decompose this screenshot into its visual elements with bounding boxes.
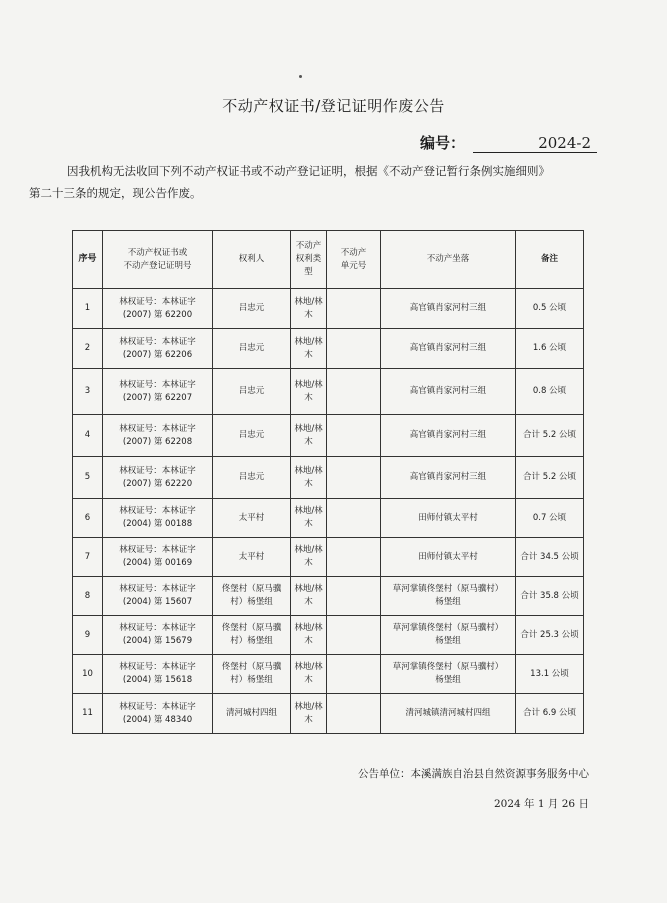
- table-header: [73, 231, 584, 289]
- header-certificate-line2: 不动产登记证明号: [123, 260, 192, 271]
- cell-remark-line1: 合计 35.8 公顷: [520, 590, 579, 601]
- cell-remark: [516, 289, 584, 329]
- cell-certificate-line2: (2007) 第 62220: [122, 478, 193, 489]
- cell-seq-line1: 7: [84, 551, 91, 562]
- header-remark: 备注: [516, 231, 584, 289]
- cell-right-type-line2: 木: [304, 392, 313, 403]
- cell-seq: [73, 694, 103, 734]
- cell-certificate-line1: 林权证号：本林证字: [119, 545, 196, 555]
- intro-line-1: 因我机构无法收回下列不动产权证书或不动产登记证明，根据《不动产登记暂行条例实施细则》: [67, 164, 550, 178]
- cell-right-type: [291, 538, 327, 577]
- cell-holder-line1: 吕忠元: [238, 303, 265, 313]
- cell-certificate: [103, 289, 213, 329]
- cell-certificate-line2: (2007) 第 62208: [122, 436, 193, 447]
- cell-remark-line1: 合计 34.5 公顷: [520, 551, 579, 562]
- cell-certificate-line1: 林权证号：本林证字: [119, 584, 196, 594]
- cell-right-type-line2: 木: [304, 349, 313, 360]
- cell-holder-line1: 佟堡村（原马骥: [221, 623, 282, 633]
- cell-seq: [73, 577, 103, 616]
- cell-certificate: [103, 415, 213, 457]
- cell-holder-line1: 太平村: [238, 512, 265, 523]
- cell-seq: [73, 289, 103, 329]
- number-value: 2024-2: [473, 134, 597, 153]
- cell-certificate: [103, 577, 213, 616]
- cell-location-line2: 杨堡组: [435, 597, 461, 607]
- cell-right-type: [291, 499, 327, 538]
- cell-seq: [73, 457, 103, 499]
- cell-location-line1: 高官镇肖家河村三组: [409, 303, 487, 313]
- header-certificate: [103, 231, 213, 289]
- cell-certificate-line2: (2004) 第 15679: [122, 636, 193, 646]
- cell-right-type: [291, 457, 327, 499]
- cell-location-line2: 杨堡组: [435, 675, 461, 685]
- cell-seq-line1: 10: [82, 668, 93, 679]
- cell-unit-number: [327, 577, 381, 616]
- cell-remark: [516, 329, 584, 369]
- cell-certificate-line1: 林权证号：本林证字: [119, 336, 196, 347]
- intro-line-2: 第二十三条的规定，现公告作废。: [29, 186, 202, 200]
- cell-certificate-line2: (2004) 第 00169: [122, 558, 193, 568]
- cell-certificate-line1: 林权证号：本林证字: [119, 379, 196, 390]
- cell-holder: [213, 415, 291, 457]
- cell-holder-line1: 吕忠元: [238, 430, 265, 440]
- cell-location-line1: 田师付镇太平村: [418, 551, 478, 562]
- cell-right-type-line1: 林地/林: [294, 506, 323, 516]
- cell-seq-line1: 9: [84, 629, 91, 640]
- cell-location-line1: 草河掌镇佟堡村（原马骥村）: [392, 662, 504, 672]
- cell-holder-line1: 吕忠元: [238, 386, 265, 396]
- cell-right-type-line2: 木: [304, 714, 313, 725]
- cell-certificate-line1: 林权证号：本林证字: [119, 506, 196, 516]
- cell-holder-line1: 佟堡村（原马骥: [221, 662, 282, 672]
- cell-seq-line1: 1: [84, 303, 91, 313]
- cell-location-line2: 杨堡组: [435, 636, 461, 646]
- cell-right-type: [291, 289, 327, 329]
- cell-seq-line1: 4: [84, 430, 91, 440]
- header-type-line2: 权利类型: [295, 254, 322, 277]
- table-row: [73, 694, 584, 734]
- document-number: [420, 132, 597, 153]
- cell-holder: [213, 369, 291, 415]
- cell-unit-number: [327, 499, 381, 538]
- cell-holder-line1: 清河城村四组: [225, 708, 277, 718]
- cell-right-type-line2: 木: [304, 478, 313, 489]
- cell-right-type-line1: 林地/林: [294, 423, 323, 434]
- cell-holder-line2: 村）杨堡组: [230, 597, 273, 607]
- cell-holder: [213, 577, 291, 616]
- cell-remark-line1: 0.5 公顷: [532, 303, 567, 313]
- number-label: 编号：: [420, 134, 466, 152]
- cell-seq: [73, 499, 103, 538]
- cell-remark-line1: 0.7 公顷: [532, 512, 567, 523]
- cell-certificate: [103, 616, 213, 655]
- cell-unit-number: [327, 694, 381, 734]
- cell-location-line1: 草河掌镇佟堡村（原马骥村）: [392, 623, 504, 633]
- header-type-line1: 不动产: [295, 241, 322, 251]
- cell-holder: [213, 616, 291, 655]
- cell-right-type-line2: 木: [304, 636, 313, 646]
- cell-location: [381, 499, 516, 538]
- cell-remark-line1: 合计 6.9 公顷: [523, 708, 576, 718]
- cell-holder-line2: 村）杨堡组: [230, 636, 273, 646]
- table-row: [73, 457, 584, 499]
- table-row: [73, 577, 584, 616]
- cell-seq-line1: 5: [84, 472, 91, 482]
- cell-remark: [516, 616, 584, 655]
- cell-right-type: [291, 577, 327, 616]
- cell-right-type-line1: 林地/林: [294, 623, 323, 633]
- cell-location: [381, 694, 516, 734]
- cell-holder-line1: 吕忠元: [238, 343, 265, 353]
- header-unit-line1: 不动产: [340, 247, 367, 258]
- table-row: [73, 329, 584, 369]
- cell-remark: [516, 415, 584, 457]
- table-body: [73, 289, 584, 734]
- cell-seq-line1: 6: [84, 512, 91, 523]
- cell-right-type-line1: 林地/林: [294, 662, 323, 672]
- table-row: [73, 616, 584, 655]
- cell-holder-line1: 吕忠元: [238, 472, 265, 482]
- cell-location: [381, 616, 516, 655]
- cell-holder-line1: 太平村: [238, 551, 265, 562]
- cell-certificate-line1: 林权证号：本林证字: [119, 623, 196, 633]
- header-right-type: [291, 231, 327, 289]
- issue-date: 2024 年 1 月 26 日: [494, 798, 589, 810]
- cell-right-type-line2: 木: [304, 597, 313, 607]
- cell-holder: [213, 538, 291, 577]
- cell-location: [381, 415, 516, 457]
- cell-remark-line1: 合计 5.2 公顷: [523, 472, 576, 482]
- cell-certificate: [103, 694, 213, 734]
- cell-certificate-line1: 林权证号：本林证字: [119, 701, 196, 712]
- cell-unit-number: [327, 655, 381, 694]
- cell-right-type-line2: 木: [304, 519, 313, 529]
- cell-right-type: [291, 369, 327, 415]
- cell-certificate-line1: 林权证号：本林证字: [119, 465, 196, 476]
- table-row: [73, 415, 584, 457]
- cell-location: [381, 289, 516, 329]
- cell-holder: [213, 655, 291, 694]
- cell-unit-number: [327, 369, 381, 415]
- cell-seq: [73, 369, 103, 415]
- header-holder: 权利人: [213, 231, 291, 289]
- cell-right-type-line2: 木: [304, 675, 313, 685]
- cell-right-type-line1: 林地/林: [294, 296, 323, 307]
- cell-remark: [516, 538, 584, 577]
- cell-right-type-line1: 林地/林: [294, 379, 323, 390]
- cell-certificate: [103, 499, 213, 538]
- cell-seq: [73, 655, 103, 694]
- cell-certificate-line2: (2004) 第 00188: [122, 519, 193, 529]
- cell-unit-number: [327, 329, 381, 369]
- table-row: [73, 655, 584, 694]
- cell-seq-line1: 8: [84, 590, 91, 601]
- cell-location: [381, 655, 516, 694]
- table-row: [73, 499, 584, 538]
- cell-certificate-line2: (2004) 第 48340: [122, 714, 193, 725]
- table-row: [73, 538, 584, 577]
- cell-seq-line1: 3: [84, 386, 91, 396]
- cell-right-type-line1: 林地/林: [294, 701, 323, 712]
- cell-right-type: [291, 616, 327, 655]
- cell-certificate: [103, 457, 213, 499]
- cell-remark-line1: 13.1 公顷: [530, 668, 569, 679]
- void-certificates-table: [72, 230, 584, 734]
- cell-remark: [516, 577, 584, 616]
- cell-remark-line1: 0.8 公顷: [532, 386, 567, 396]
- table-row: [73, 369, 584, 415]
- cell-certificate-line2: (2004) 第 15618: [122, 675, 193, 685]
- cell-holder: [213, 289, 291, 329]
- intro-paragraph: [29, 160, 637, 204]
- cell-right-type: [291, 655, 327, 694]
- cell-unit-number: [327, 415, 381, 457]
- cell-location: [381, 577, 516, 616]
- cell-right-type: [291, 694, 327, 734]
- issuing-unit: 公告单位：本溪满族自治县自然资源事务服务中心: [358, 768, 589, 780]
- cell-certificate-line1: 林权证号：本林证字: [119, 662, 196, 672]
- cell-unit-number: [327, 289, 381, 329]
- cell-location: [381, 329, 516, 369]
- header-location: 不动产坐落: [381, 231, 516, 289]
- cell-seq: [73, 616, 103, 655]
- cell-right-type-line2: 木: [304, 558, 313, 568]
- cell-remark: [516, 457, 584, 499]
- cell-holder-line2: 村）杨堡组: [230, 675, 273, 685]
- cell-holder: [213, 457, 291, 499]
- cell-seq-line1: 2: [84, 343, 91, 353]
- cell-certificate: [103, 329, 213, 369]
- cell-certificate: [103, 655, 213, 694]
- cell-right-type-line2: 木: [304, 436, 313, 447]
- cell-location: [381, 369, 516, 415]
- cell-right-type-line1: 林地/林: [294, 336, 323, 347]
- cell-location-line1: 清河城镇清河城村四组: [405, 708, 491, 718]
- cell-location-line1: 草河掌镇佟堡村（原马骥村）: [392, 584, 504, 594]
- cell-certificate: [103, 538, 213, 577]
- cell-certificate-line2: (2007) 第 62206: [122, 349, 193, 360]
- header-unit-line2: 单元号: [340, 260, 367, 271]
- cell-holder: [213, 329, 291, 369]
- cell-location-line1: 田师付镇太平村: [418, 512, 478, 523]
- cell-remark-line1: 合计 5.2 公顷: [523, 430, 576, 440]
- cell-unit-number: [327, 616, 381, 655]
- cell-unit-number: [327, 538, 381, 577]
- cell-holder-line1: 佟堡村（原马骥: [221, 584, 282, 594]
- cell-location-line1: 高官镇肖家河村三组: [409, 343, 487, 353]
- cell-seq: [73, 329, 103, 369]
- cell-right-type-line1: 林地/林: [294, 584, 323, 594]
- cell-holder: [213, 694, 291, 734]
- cell-location-line1: 高官镇肖家河村三组: [409, 472, 487, 482]
- cell-remark-line1: 合计 25.3 公顷: [520, 629, 579, 640]
- cell-right-type: [291, 415, 327, 457]
- cell-location-line1: 高官镇肖家河村三组: [409, 430, 487, 440]
- cell-location-line1: 高官镇肖家河村三组: [409, 386, 487, 396]
- cell-remark: [516, 499, 584, 538]
- cell-certificate-line2: (2007) 第 62207: [122, 392, 193, 403]
- header-certificate-line1: 不动产权证书或: [127, 247, 188, 258]
- cell-certificate-line1: 林权证号：本林证字: [119, 423, 196, 434]
- cell-unit-number: [327, 457, 381, 499]
- cell-remark-line1: 1.6 公顷: [532, 343, 567, 353]
- header-seq: 序号: [73, 231, 103, 289]
- cell-seq-line1: 11: [82, 708, 93, 718]
- cell-location: [381, 538, 516, 577]
- cell-certificate-line2: (2007) 第 62200: [122, 309, 193, 320]
- cell-right-type-line1: 林地/林: [294, 465, 323, 476]
- cell-remark: [516, 655, 584, 694]
- document-title: 不动产权证书/登记证明作废公告: [222, 97, 445, 115]
- cell-seq: [73, 538, 103, 577]
- cell-certificate-line1: 林权证号：本林证字: [119, 296, 196, 307]
- cell-seq: [73, 415, 103, 457]
- cell-certificate: [103, 369, 213, 415]
- cell-certificate-line2: (2004) 第 15607: [122, 597, 193, 607]
- table-row: [73, 289, 584, 329]
- cell-holder: [213, 499, 291, 538]
- cell-right-type-line1: 林地/林: [294, 545, 323, 555]
- cell-right-type-line2: 木: [304, 309, 313, 320]
- cell-remark: [516, 369, 584, 415]
- cell-location: [381, 457, 516, 499]
- cell-right-type: [291, 329, 327, 369]
- scan-speck: [299, 75, 302, 78]
- header-unit-number: [327, 231, 381, 289]
- cell-remark: [516, 694, 584, 734]
